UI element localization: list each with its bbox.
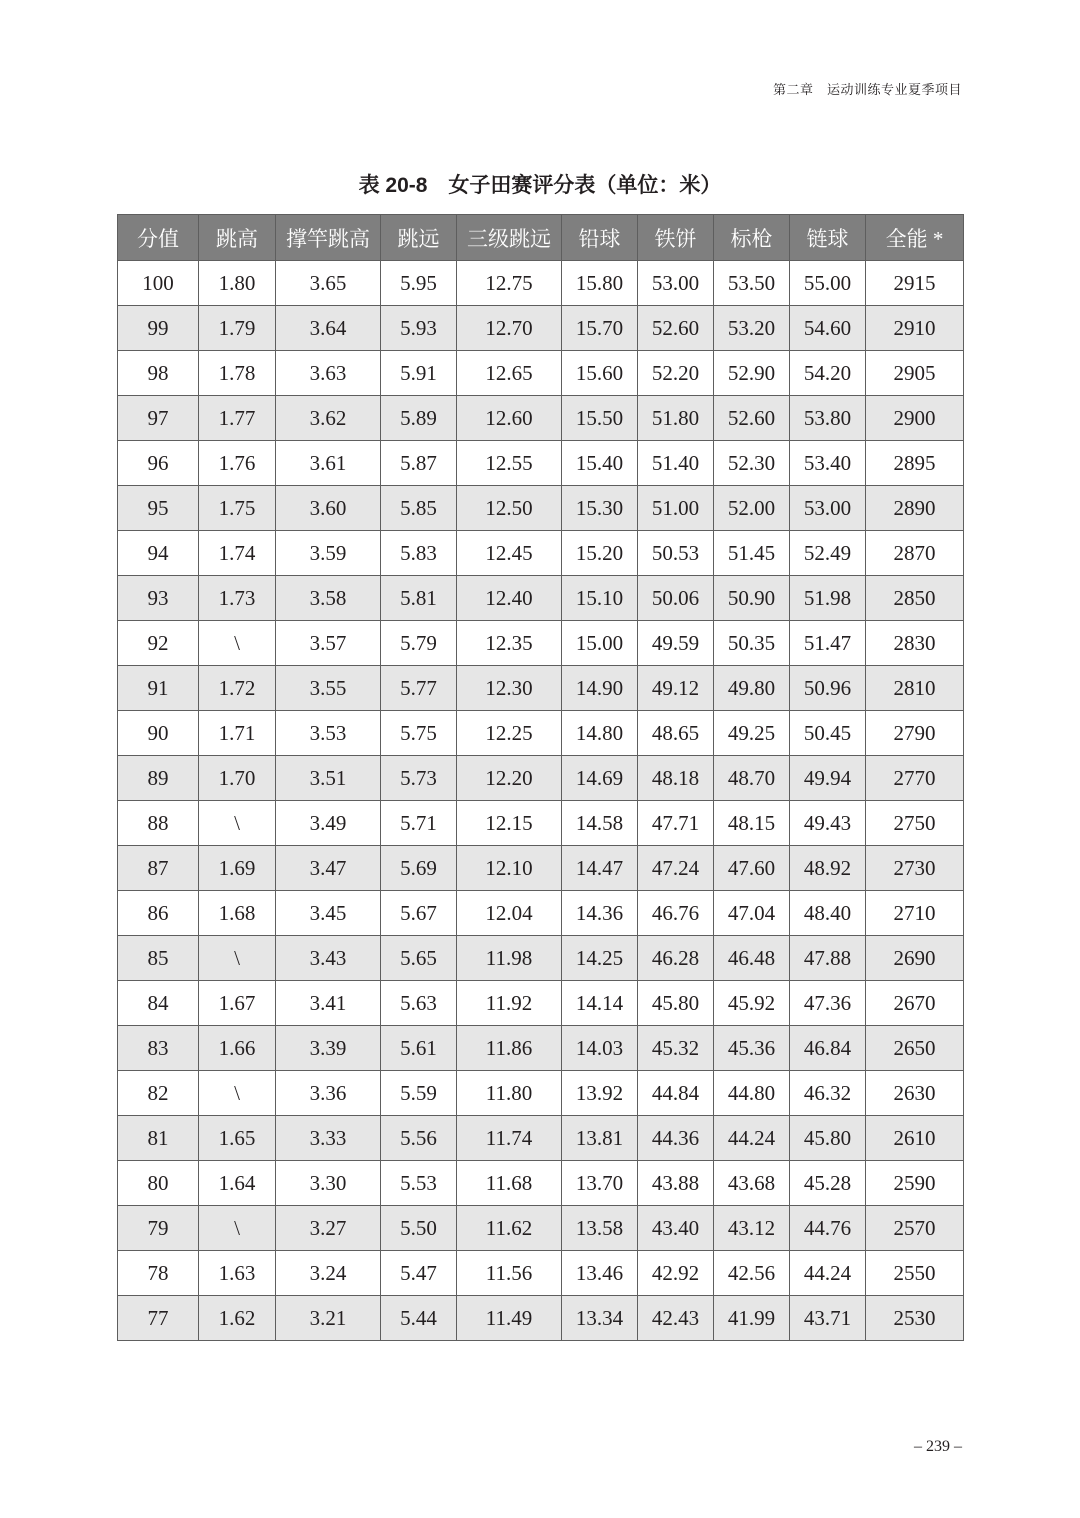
- table-cell: 2915: [866, 261, 964, 306]
- column-header: 分值: [118, 215, 199, 261]
- table-cell: 44.80: [714, 1071, 790, 1116]
- table-cell: 42.92: [638, 1251, 714, 1296]
- column-header: 铁饼: [638, 215, 714, 261]
- table-cell: 5.56: [381, 1116, 457, 1161]
- table-cell: 50.53: [638, 531, 714, 576]
- running-title: 第二章 运动训练专业夏季项目: [772, 82, 962, 97]
- table-cell: 1.74: [199, 531, 276, 576]
- score-cell: 89: [118, 756, 199, 801]
- table-cell: 11.80: [457, 1071, 562, 1116]
- table-cell: 3.41: [276, 981, 381, 1026]
- table-cell: 12.65: [457, 351, 562, 396]
- table-row: [118, 936, 964, 981]
- score-cell: 84: [118, 981, 199, 1026]
- table-cell: 13.58: [562, 1206, 638, 1251]
- table-cell: 11.62: [457, 1206, 562, 1251]
- table-cell: 48.92: [790, 846, 866, 891]
- table-cell: 12.30: [457, 666, 562, 711]
- table-cell: 54.20: [790, 351, 866, 396]
- table-cell: 1.63: [199, 1251, 276, 1296]
- table-cell: 48.40: [790, 891, 866, 936]
- table-cell: 11.49: [457, 1296, 562, 1341]
- table-cell: 12.70: [457, 306, 562, 351]
- table-cell: 5.91: [381, 351, 457, 396]
- table-cell: 2750: [866, 801, 964, 846]
- table-cell: 53.40: [790, 441, 866, 486]
- table-cell: 12.55: [457, 441, 562, 486]
- table-row: [118, 531, 964, 576]
- table-cell: 2790: [866, 711, 964, 756]
- column-header: 三级跳远: [457, 215, 562, 261]
- table-row: [118, 576, 964, 621]
- table-cell: 48.15: [714, 801, 790, 846]
- table-cell: 3.49: [276, 801, 381, 846]
- table-cell: 5.85: [381, 486, 457, 531]
- table-cell: 46.28: [638, 936, 714, 981]
- score-cell: 86: [118, 891, 199, 936]
- table-cell: 52.20: [638, 351, 714, 396]
- table-cell: 12.10: [457, 846, 562, 891]
- table-cell: 52.00: [714, 486, 790, 531]
- table-cell: 3.24: [276, 1251, 381, 1296]
- table-cell: 12.50: [457, 486, 562, 531]
- table-cell: 15.40: [562, 441, 638, 486]
- table-cell: 47.88: [790, 936, 866, 981]
- table-cell: 5.69: [381, 846, 457, 891]
- score-cell: 94: [118, 531, 199, 576]
- table-cell: 45.36: [714, 1026, 790, 1071]
- table-cell: 1.75: [199, 486, 276, 531]
- table-cell: 1.80: [199, 261, 276, 306]
- header-row: [118, 215, 964, 261]
- table-cell: 2870: [866, 531, 964, 576]
- table-cell: 2910: [866, 306, 964, 351]
- table-cell: 2650: [866, 1026, 964, 1071]
- table-cell: 3.27: [276, 1206, 381, 1251]
- table-cell: 5.89: [381, 396, 457, 441]
- table-cell: 45.92: [714, 981, 790, 1026]
- table-cell: 12.20: [457, 756, 562, 801]
- table-row: [118, 756, 964, 801]
- table-cell: 52.60: [638, 306, 714, 351]
- table-cell: 48.18: [638, 756, 714, 801]
- table-cell: 13.34: [562, 1296, 638, 1341]
- table-row: [118, 351, 964, 396]
- table-cell: 1.69: [199, 846, 276, 891]
- score-cell: 90: [118, 711, 199, 756]
- table-cell: 49.12: [638, 666, 714, 711]
- table-cell: 3.62: [276, 396, 381, 441]
- table-cell: 1.68: [199, 891, 276, 936]
- table-cell: 47.71: [638, 801, 714, 846]
- table-cell: 1.71: [199, 711, 276, 756]
- table-cell: 2770: [866, 756, 964, 801]
- table-cell: 2730: [866, 846, 964, 891]
- table-row: [118, 711, 964, 756]
- table-cell: 3.55: [276, 666, 381, 711]
- table-cell: 14.25: [562, 936, 638, 981]
- table-cell: 43.71: [790, 1296, 866, 1341]
- table-cell: 42.56: [714, 1251, 790, 1296]
- table-cell: 50.06: [638, 576, 714, 621]
- table-cell: 14.36: [562, 891, 638, 936]
- table-cell: \: [199, 1071, 276, 1116]
- table-row: [118, 621, 964, 666]
- score-cell: 77: [118, 1296, 199, 1341]
- table-cell: 47.24: [638, 846, 714, 891]
- table-header: [118, 215, 964, 261]
- score-cell: 85: [118, 936, 199, 981]
- table-cell: 1.64: [199, 1161, 276, 1206]
- table-cell: 43.68: [714, 1161, 790, 1206]
- table-row: [118, 1251, 964, 1296]
- table-cell: 53.20: [714, 306, 790, 351]
- table-cell: 15.10: [562, 576, 638, 621]
- table-cell: 47.60: [714, 846, 790, 891]
- table-cell: 43.12: [714, 1206, 790, 1251]
- table-cell: 14.47: [562, 846, 638, 891]
- table-cell: 5.73: [381, 756, 457, 801]
- table-cell: 15.60: [562, 351, 638, 396]
- table-cell: 11.56: [457, 1251, 562, 1296]
- table-cell: 3.43: [276, 936, 381, 981]
- table-cell: 1.76: [199, 441, 276, 486]
- table-cell: 51.80: [638, 396, 714, 441]
- table-cell: 49.94: [790, 756, 866, 801]
- table-cell: 46.76: [638, 891, 714, 936]
- table-cell: 1.77: [199, 396, 276, 441]
- table-cell: 2550: [866, 1251, 964, 1296]
- table-cell: 3.30: [276, 1161, 381, 1206]
- table-cell: 1.79: [199, 306, 276, 351]
- table-cell: 53.00: [790, 486, 866, 531]
- table-row: [118, 981, 964, 1026]
- table-cell: 15.30: [562, 486, 638, 531]
- column-header: 标枪: [714, 215, 790, 261]
- table-cell: 52.30: [714, 441, 790, 486]
- table-cell: 12.45: [457, 531, 562, 576]
- table-cell: 11.68: [457, 1161, 562, 1206]
- table-cell: 45.80: [638, 981, 714, 1026]
- table-cell: 11.92: [457, 981, 562, 1026]
- table-cell: 3.36: [276, 1071, 381, 1116]
- table-cell: 13.70: [562, 1161, 638, 1206]
- table-cell: 2630: [866, 1071, 964, 1116]
- table-cell: 52.49: [790, 531, 866, 576]
- table-cell: 3.39: [276, 1026, 381, 1071]
- table-cell: 5.59: [381, 1071, 457, 1116]
- table-row: [118, 396, 964, 441]
- table-row: [118, 1161, 964, 1206]
- table-cell: 5.67: [381, 891, 457, 936]
- score-cell: 97: [118, 396, 199, 441]
- score-cell: 80: [118, 1161, 199, 1206]
- table-cell: 14.80: [562, 711, 638, 756]
- score-cell: 92: [118, 621, 199, 666]
- column-header: 铅球: [562, 215, 638, 261]
- table-cell: 45.32: [638, 1026, 714, 1071]
- table-cell: 15.80: [562, 261, 638, 306]
- table-cell: 3.59: [276, 531, 381, 576]
- score-cell: 96: [118, 441, 199, 486]
- table-cell: 3.33: [276, 1116, 381, 1161]
- table-cell: 3.45: [276, 891, 381, 936]
- table-cell: 2890: [866, 486, 964, 531]
- table-cell: 46.84: [790, 1026, 866, 1071]
- table-cell: 5.77: [381, 666, 457, 711]
- score-cell: 99: [118, 306, 199, 351]
- table-cell: 1.73: [199, 576, 276, 621]
- table-cell: 55.00: [790, 261, 866, 306]
- table-cell: 3.64: [276, 306, 381, 351]
- table-cell: 15.00: [562, 621, 638, 666]
- table-cell: 49.59: [638, 621, 714, 666]
- table-cell: 2710: [866, 891, 964, 936]
- table-cell: 12.15: [457, 801, 562, 846]
- table-row: [118, 261, 964, 306]
- table-cell: 2900: [866, 396, 964, 441]
- table-cell: 2530: [866, 1296, 964, 1341]
- table-cell: 14.58: [562, 801, 638, 846]
- column-header: 跳远: [381, 215, 457, 261]
- table-cell: 5.75: [381, 711, 457, 756]
- table-cell: 2610: [866, 1116, 964, 1161]
- table-cell: \: [199, 621, 276, 666]
- table-cell: 2570: [866, 1206, 964, 1251]
- table-cell: 5.93: [381, 306, 457, 351]
- table-cell: 5.95: [381, 261, 457, 306]
- table-row: [118, 891, 964, 936]
- table-cell: 5.47: [381, 1251, 457, 1296]
- table-cell: 2670: [866, 981, 964, 1026]
- table-row: [118, 666, 964, 711]
- table-cell: 48.70: [714, 756, 790, 801]
- table-cell: 42.43: [638, 1296, 714, 1341]
- table-cell: 52.60: [714, 396, 790, 441]
- table-cell: 2905: [866, 351, 964, 396]
- score-cell: 82: [118, 1071, 199, 1116]
- column-header: 跳高: [199, 215, 276, 261]
- table-cell: \: [199, 1206, 276, 1251]
- table-cell: 49.25: [714, 711, 790, 756]
- score-cell: 100: [118, 261, 199, 306]
- score-cell: 79: [118, 1206, 199, 1251]
- score-cell: 78: [118, 1251, 199, 1296]
- table-cell: 44.36: [638, 1116, 714, 1161]
- table-cell: 1.67: [199, 981, 276, 1026]
- table-cell: 47.36: [790, 981, 866, 1026]
- table-cell: 13.81: [562, 1116, 638, 1161]
- score-table: [117, 214, 964, 1341]
- table-cell: 2850: [866, 576, 964, 621]
- table-cell: 5.65: [381, 936, 457, 981]
- table-row: [118, 1206, 964, 1251]
- score-cell: 83: [118, 1026, 199, 1071]
- table-cell: 5.83: [381, 531, 457, 576]
- table-cell: 15.20: [562, 531, 638, 576]
- table-cell: 14.69: [562, 756, 638, 801]
- table-cell: 3.57: [276, 621, 381, 666]
- table-cell: 2830: [866, 621, 964, 666]
- table-cell: 1.70: [199, 756, 276, 801]
- table-cell: 50.35: [714, 621, 790, 666]
- table-cell: 43.40: [638, 1206, 714, 1251]
- table-cell: 15.50: [562, 396, 638, 441]
- table-cell: 50.96: [790, 666, 866, 711]
- table-cell: 5.79: [381, 621, 457, 666]
- table-cell: 46.48: [714, 936, 790, 981]
- table-row: [118, 1026, 964, 1071]
- table-cell: \: [199, 801, 276, 846]
- table-cell: 1.78: [199, 351, 276, 396]
- table-cell: 49.43: [790, 801, 866, 846]
- table-cell: 13.92: [562, 1071, 638, 1116]
- table-cell: 50.90: [714, 576, 790, 621]
- table-cell: 3.58: [276, 576, 381, 621]
- table-row: [118, 441, 964, 486]
- table-cell: 5.61: [381, 1026, 457, 1071]
- table-cell: 12.60: [457, 396, 562, 441]
- table-cell: 1.66: [199, 1026, 276, 1071]
- column-header: 撑竿跳高: [276, 215, 381, 261]
- table-cell: 3.60: [276, 486, 381, 531]
- table-cell: 12.75: [457, 261, 562, 306]
- score-cell: 81: [118, 1116, 199, 1161]
- table-cell: 53.80: [790, 396, 866, 441]
- table-cell: 51.45: [714, 531, 790, 576]
- score-cell: 93: [118, 576, 199, 621]
- table-cell: 51.98: [790, 576, 866, 621]
- table-cell: 3.21: [276, 1296, 381, 1341]
- table-cell: 2690: [866, 936, 964, 981]
- table-cell: 54.60: [790, 306, 866, 351]
- table-cell: 45.28: [790, 1161, 866, 1206]
- table-cell: 51.00: [638, 486, 714, 531]
- table-cell: 5.53: [381, 1161, 457, 1206]
- table-cell: 45.80: [790, 1116, 866, 1161]
- table-cell: 3.63: [276, 351, 381, 396]
- table-cell: 2810: [866, 666, 964, 711]
- table-cell: 53.50: [714, 261, 790, 306]
- table-row: [118, 1296, 964, 1341]
- table-cell: 3.53: [276, 711, 381, 756]
- table-cell: \: [199, 936, 276, 981]
- table-cell: 44.76: [790, 1206, 866, 1251]
- score-cell: 87: [118, 846, 199, 891]
- column-header: 链球: [790, 215, 866, 261]
- table-cell: 1.62: [199, 1296, 276, 1341]
- table-cell: 13.46: [562, 1251, 638, 1296]
- table-cell: 3.47: [276, 846, 381, 891]
- table-row: [118, 486, 964, 531]
- score-cell: 91: [118, 666, 199, 711]
- table-cell: 15.70: [562, 306, 638, 351]
- table-cell: 51.47: [790, 621, 866, 666]
- table-cell: 46.32: [790, 1071, 866, 1116]
- table-cell: 50.45: [790, 711, 866, 756]
- table-cell: 12.35: [457, 621, 562, 666]
- table-cell: 11.74: [457, 1116, 562, 1161]
- table-cell: 44.24: [790, 1251, 866, 1296]
- table-cell: 14.90: [562, 666, 638, 711]
- column-header: 全能 *: [866, 215, 964, 261]
- score-cell: 95: [118, 486, 199, 531]
- table-cell: 3.65: [276, 261, 381, 306]
- table-cell: 47.04: [714, 891, 790, 936]
- page-number: – 239 –: [914, 1438, 962, 1455]
- table-cell: 2590: [866, 1161, 964, 1206]
- table-cell: 48.65: [638, 711, 714, 756]
- table-cell: 3.61: [276, 441, 381, 486]
- table-cell: 5.81: [381, 576, 457, 621]
- table-cell: 5.50: [381, 1206, 457, 1251]
- score-cell: 88: [118, 801, 199, 846]
- table-cell: 1.65: [199, 1116, 276, 1161]
- table-cell: 5.71: [381, 801, 457, 846]
- score-cell: 98: [118, 351, 199, 396]
- table-row: [118, 846, 964, 891]
- table-row: [118, 306, 964, 351]
- table-cell: 12.40: [457, 576, 562, 621]
- table-cell: 51.40: [638, 441, 714, 486]
- table-cell: 14.14: [562, 981, 638, 1026]
- table-row: [118, 1116, 964, 1161]
- table-body: [118, 261, 964, 1341]
- table-cell: 1.72: [199, 666, 276, 711]
- table-cell: 52.90: [714, 351, 790, 396]
- table-cell: 41.99: [714, 1296, 790, 1341]
- table-row: [118, 801, 964, 846]
- table-cell: 5.44: [381, 1296, 457, 1341]
- table-cell: 2895: [866, 441, 964, 486]
- table-cell: 12.04: [457, 891, 562, 936]
- table-cell: 5.87: [381, 441, 457, 486]
- table-cell: 44.24: [714, 1116, 790, 1161]
- table-cell: 5.63: [381, 981, 457, 1026]
- table-cell: 14.03: [562, 1026, 638, 1071]
- table-row: [118, 1071, 964, 1116]
- table-cell: 49.80: [714, 666, 790, 711]
- table-cell: 44.84: [638, 1071, 714, 1116]
- table-cell: 43.88: [638, 1161, 714, 1206]
- table-title: 表 20-8 女子田赛评分表（单位：米）: [358, 174, 722, 197]
- table-cell: 11.98: [457, 936, 562, 981]
- table-cell: 3.51: [276, 756, 381, 801]
- table-cell: 53.00: [638, 261, 714, 306]
- table-cell: 12.25: [457, 711, 562, 756]
- table-cell: 11.86: [457, 1026, 562, 1071]
